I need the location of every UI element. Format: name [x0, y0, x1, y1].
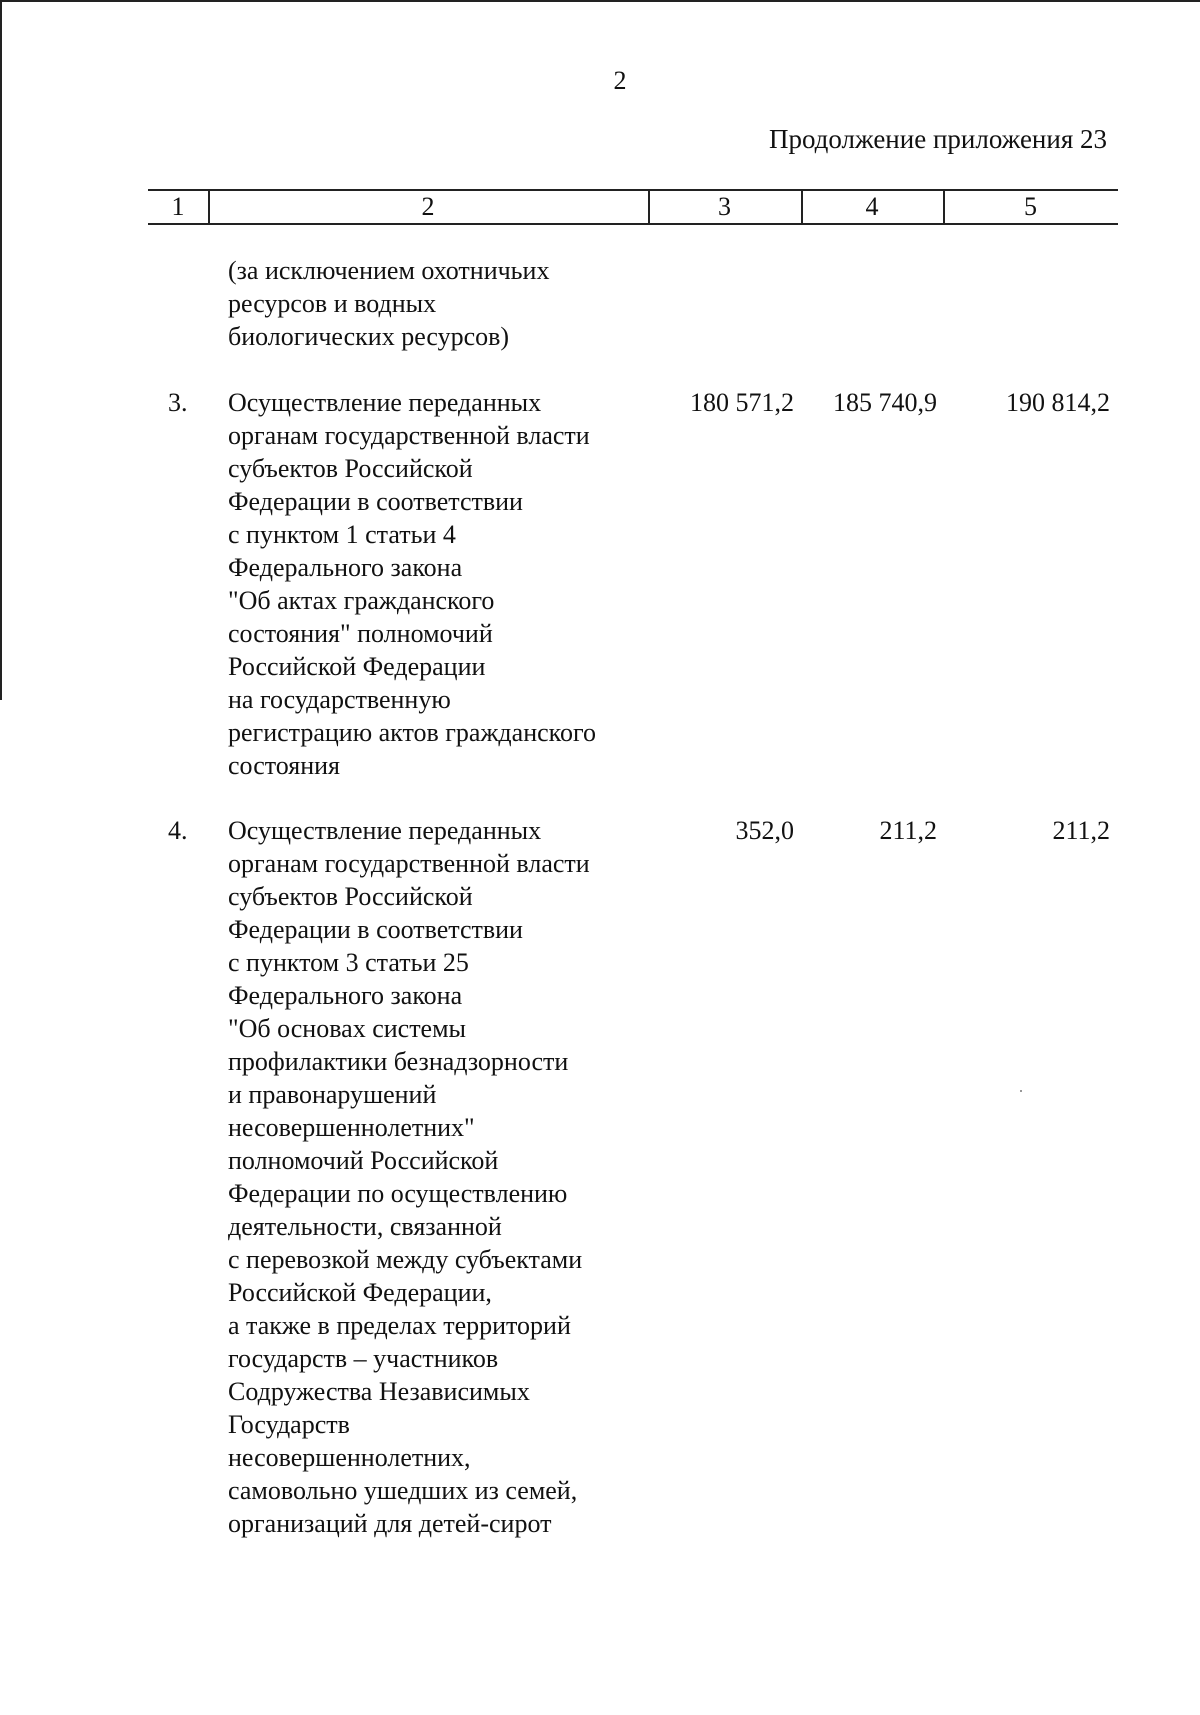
- table-header-row: [148, 189, 1118, 225]
- table-header-col-3: 3: [718, 192, 731, 221]
- row-description: Осуществление переданных органам государственной власти субъектов Российской Федерации в соответствии с пунктом 3 статьи 25 Федерального закона "Об основах системы профилактики безнадзорности и правонарушений несовершеннолетних" полномочий Российской Федерации по осуществлению деятельности, связанной с перевозкой между субъектами Российской Федерации, а также в пределах территорий государств – участников Содружества Независимых Государств несовершеннолетних, самовольно ушедших из семей, организаций для детей-сирот: [228, 816, 590, 1538]
- row-value-col-3: 180 571,2: [690, 388, 794, 417]
- row-value-col-5: 211,2: [1052, 816, 1110, 845]
- table-header-col-5: 5: [1024, 192, 1037, 221]
- row-value-col-4: 185 740,9: [833, 388, 937, 417]
- row-description: Осуществление переданных органам государственной власти субъектов Российской Федерации в соответствии с пунктом 1 статьи 4 Федерального закона "Об актах гражданского состояния" полномочий Российской Федерации на государственную регистрацию актов гражданского состояния: [228, 388, 596, 780]
- continued-description: (за исключением охотничьих ресурсов и водных биологических ресурсов): [228, 256, 550, 351]
- scan-speck: [1020, 1090, 1022, 1092]
- row-value-col-4: 211,2: [879, 816, 937, 845]
- scan-edge-top: [0, 0, 1200, 2]
- table-header-col-1: 1: [171, 192, 185, 221]
- table-header-col-2: 2: [421, 192, 435, 221]
- page-number: 2: [613, 66, 627, 95]
- row-value-col-3: 352,0: [735, 816, 794, 845]
- continuation-label: Продолжение приложения 23: [768, 124, 1107, 154]
- row-value-col-5: 190 814,2: [1006, 388, 1110, 417]
- row-number: 4.: [168, 816, 188, 845]
- row-number: 3.: [168, 388, 188, 417]
- scan-edge-left: [0, 0, 2, 700]
- table-header-col-4: 4: [865, 192, 879, 221]
